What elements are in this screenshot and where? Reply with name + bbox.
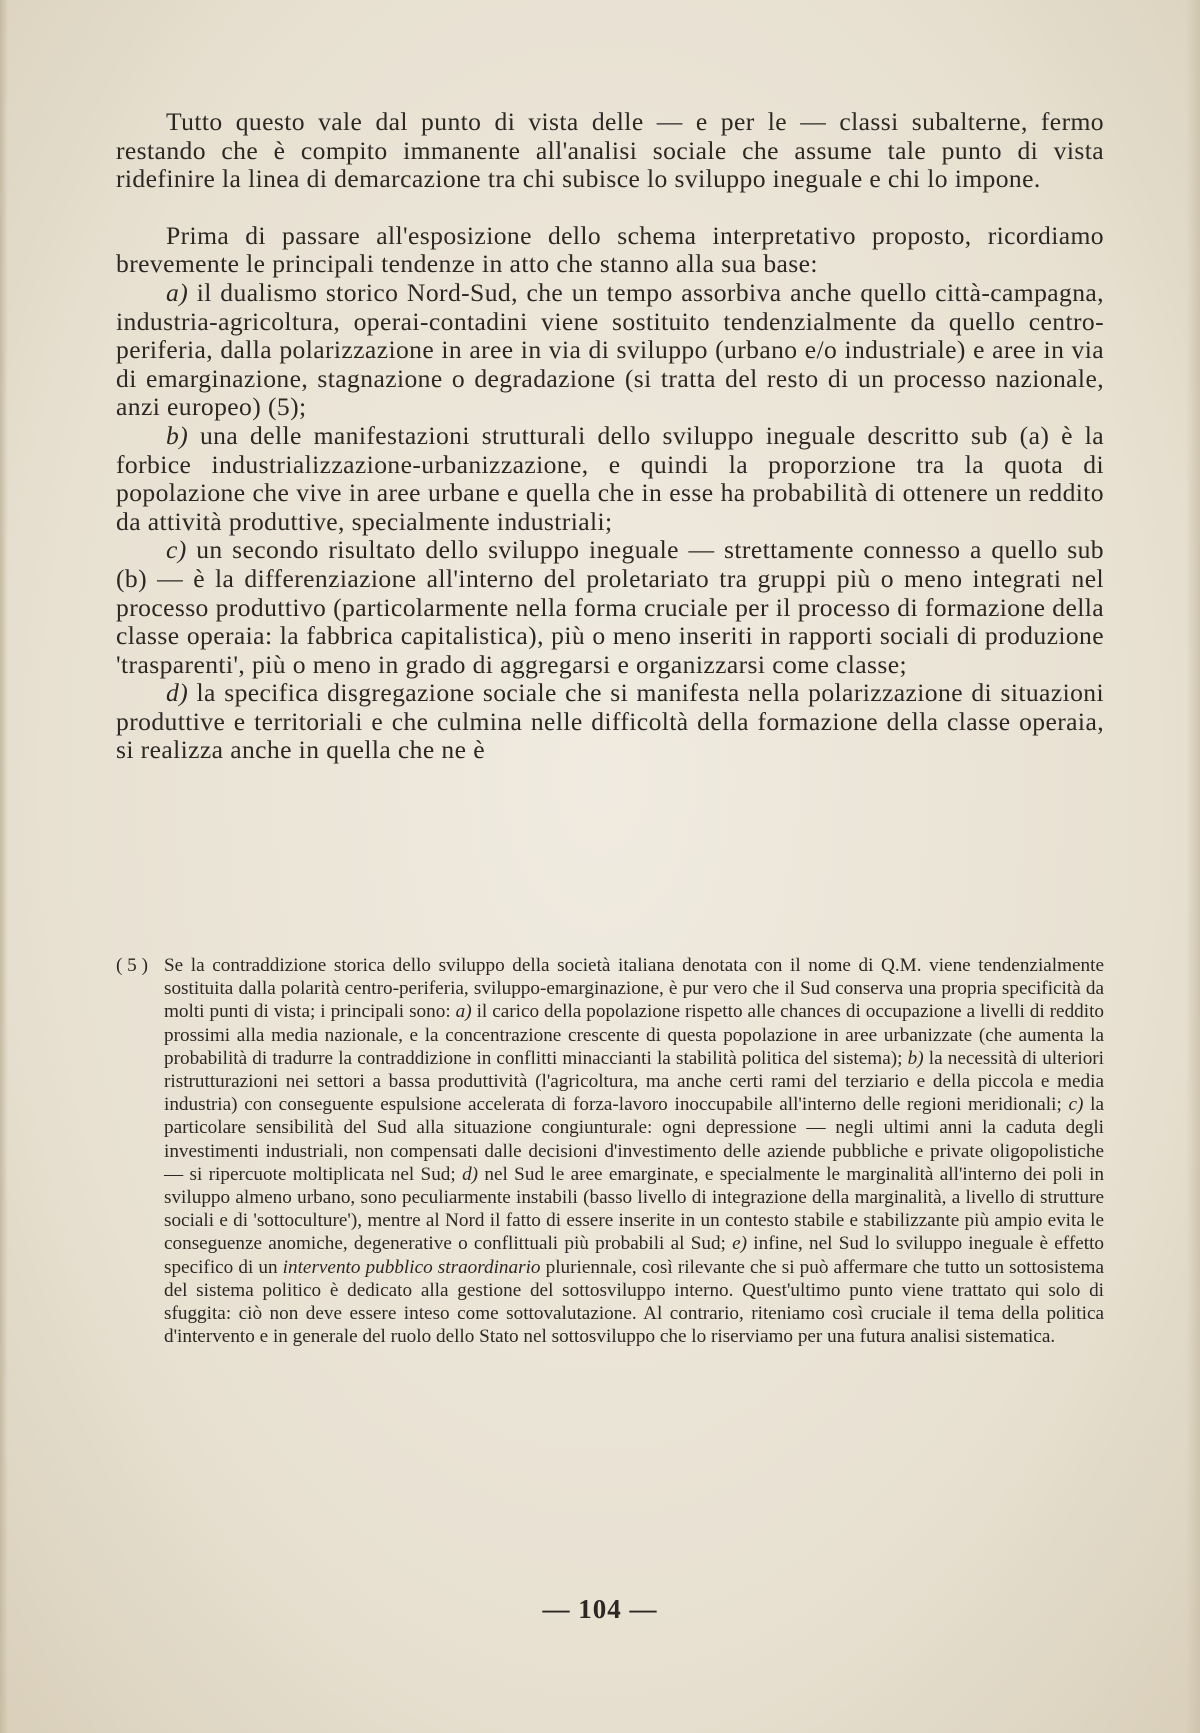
list-item-d xyxy=(116,679,1104,765)
footnote-marker-d: d) xyxy=(462,1163,479,1185)
footnote-5 xyxy=(116,954,1104,1348)
footnote-marker-a: a) xyxy=(455,1001,472,1023)
footnote-text-4: la particolare sensibilità del Sud alla situazione congiunturale: ogni depressione — negli ultimi anni la caduta degli investimenti industriali, non compensati dalle decisioni d'investimento delle aziende pubbliche e private oligopolistiche — si ripercuote moltiplicata nel Sud; xyxy=(164,1094,1104,1185)
footnote-text-7: pluriennale, così rilevante che si può affermare che tutto un sottosistema del sistema politico è dedicato alla gestione del sottosviluppo interno. Quest'ultimo punto viene trattato qui solo di sfuggita: ciò non deve essere inteso come sottovalutazione. Al contrario, riteniamo così cruciale il tema della politica d'intervento e in generale del ruolo dello Stato nel sottosviluppo che lo riserviamo per una futura analisi sistematica. xyxy=(164,1256,1105,1348)
footnote-text xyxy=(164,954,1104,1348)
list-item-c xyxy=(116,536,1104,679)
list-item-text: una delle manifestazioni strutturali dello sviluppo ineguale descritto sub (a) è la forbice industrializzazione-urbanizzazione, e quindi la proporzione tra la quota di popolazione che vive in aree urbane e quella che in esse ha probabilità di ottenere un reddito da attività produttive, specialmente industriali; xyxy=(116,420,1104,536)
list-item-text: un secondo risultato dello sviluppo ineguale — strettamente connesso a quello sub (b) — è la differenziazione all'interno del proletariato tra gruppi più o meno integrati nel processo produttivo (particolarmente nella forma cruciale per il processo di formazione della classe operaia: la fabbrica capitalistica), più o meno inseriti in rapporti sociali di produzione 'trasparenti', più o meno in grado di aggregarsi e organizzarsi come classe; xyxy=(116,535,1104,679)
footnote-text-5: nel Sud le aree emarginate, e specialmente le marginalità all'interno dei poli in sviluppo almeno urbano, sono peculiarmente instabili (basso livello di integrazione della marginalità, a livello di strutture sociali e di 'sottoculture'), mentre al Nord il fatto di essere inserite in un contesto stabile e stabilizzante più ampio evita le conseguenze anomiche, degenerative o conflittuali più probabili al Sud; xyxy=(164,1163,1104,1255)
list-marker: c) xyxy=(166,535,187,565)
list-item-text: il dualismo storico Nord-Sud, che un tempo assorbiva anche quello città-campagna, industria-agricoltura, operai-contadini viene sostituito tendenzialmente da quello centro-periferia, dalla polarizzazione in aree in via di sviluppo (urbano e/o industriale) e aree in via di emarginazione, stagnazione o degradazione (si tratta del resto di un processo nazionale, anzi europeo) (5); xyxy=(116,277,1104,422)
footnote-marker-e: e) xyxy=(732,1233,748,1255)
footnote-text-6: infine, nel Sud lo sviluppo ineguale è effetto specifico di un xyxy=(164,1233,1104,1278)
page-edge-shadow-left xyxy=(0,0,8,1733)
footnote-text-3: la necessità di ulteriori ristrutturazioni nei settori a bassa produttività (l'agricoltura, ma anche certi rami del terziario e della piccola e media industria) con conseguente espulsione accelerata di forza-lavoro inoccupabile all'interno delle regioni meridionali; xyxy=(164,1047,1105,1116)
footnote-text-1: Se la contraddizione storica dello sviluppo della società italiana denotata con il nome di Q.M. viene tendenzialmente sostituita dalla polarità centro-periferia, sviluppo-emarginazione, è pur vero che il Sud conserva una propria specificità da molti punti di vista; i principali sono: xyxy=(164,955,1104,1023)
list-marker: d) xyxy=(166,678,189,708)
footnote-mark: ( 5 ) xyxy=(116,955,148,976)
list-marker: b) xyxy=(166,420,189,450)
footnote-marker-b: b) xyxy=(907,1047,924,1069)
paragraph-2: Prima di passare all'esposizione dello schema interpretativo proposto, ricordiamo brevemente le principali tendenze in atto che stanno alla sua base: xyxy=(116,220,1104,279)
footnote-emphasis: intervento pubblico straordinario xyxy=(282,1256,541,1278)
paragraph-1: Tutto questo vale dal punto di vista delle — e per le — classi subalterne, fermo restando che è compito immanente all'analisi sociale che assume tale punto di vista ridefinire la linea di demarcazione tra chi subisce lo sviluppo ineguale e chi lo impone. xyxy=(116,107,1104,194)
list-marker: a) xyxy=(166,277,189,307)
page-edge-shadow-right xyxy=(1186,0,1200,1733)
page-number: — 104 — xyxy=(542,1594,658,1624)
list-item-text: la specifica disgregazione sociale che si manifesta nella polarizzazione di situazioni produttive e territoriali e che culmina nelle difficoltà della formazione della classe operaia, si realizza anche in quella che ne è xyxy=(116,678,1104,765)
footnote-text-2: il carico della popolazione rispetto alle chances di occupazione a livelli di reddito prossimi alla media nazionale, e la concentrazione crescente di questa popolazione in aree urbanizzate (che aumenta la probabilità di tradurre la contraddizione in conflitti minaccianti la stabilità politica del sistema); xyxy=(164,1001,1105,1069)
main-text xyxy=(116,108,1104,765)
footnote-marker-c: c) xyxy=(1068,1094,1084,1116)
list-item-b xyxy=(116,422,1104,536)
list-item-a xyxy=(116,279,1104,422)
